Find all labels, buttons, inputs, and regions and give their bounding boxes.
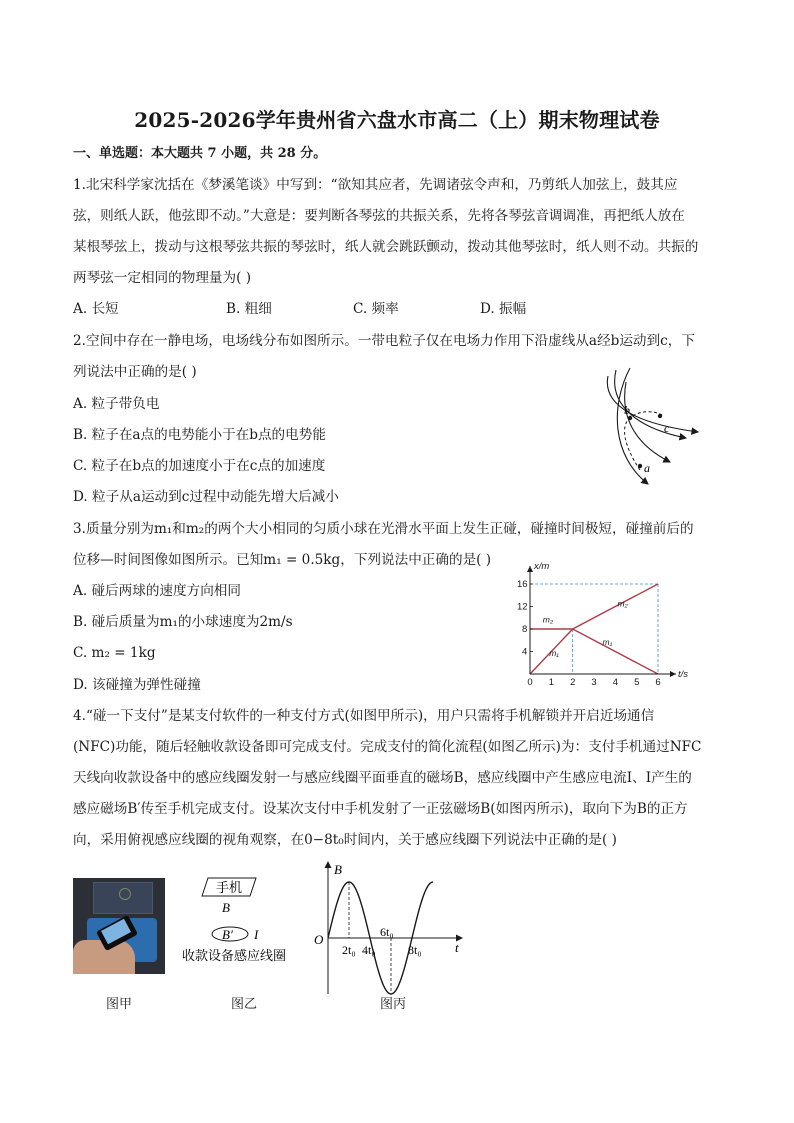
y-tick-4: 4: [522, 646, 528, 658]
label-a: a: [644, 461, 650, 475]
q3-option-a: A. 碰后两球的速度方向相同: [73, 583, 241, 599]
q2-option-b: B. 粒子在a点的电势能小于在b点的电势能: [73, 427, 326, 443]
tick-4t0: 4t₀: [362, 943, 376, 957]
payment-flow-diagram: [178, 874, 308, 966]
nfc-payment-photo: [73, 878, 165, 974]
x-tick-4: 4: [612, 677, 619, 688]
q3-option-c: C. m₂ = 1kg: [73, 645, 156, 661]
phone-label: 手机: [216, 880, 243, 895]
y-tick-12: 12: [517, 601, 528, 613]
label-b: b: [624, 403, 630, 417]
point-a: [638, 464, 642, 468]
current-I-label: I: [254, 927, 259, 942]
q4-line-1: 4.“碰一下支付”是某支付软件的一种支付方式(如图甲所示)，用户只需将手机解锁并开启近场通信: [73, 708, 655, 724]
coil-label: 收款设备感应线圈: [182, 948, 287, 963]
y-tick-8: 8: [522, 624, 528, 635]
terminal-indicator: [119, 888, 131, 900]
q3-option-b: B. 碰后质量为m₁的小球速度为2m/s: [73, 614, 293, 630]
axis-label-t: t: [455, 940, 459, 955]
tick-6t0: 6t₀: [380, 925, 394, 939]
axis-label-B: B: [334, 862, 342, 877]
q2-line-1: 2.空间中存在一静电场，电场线分布如图所示。一带电粒子仅在电场力作用下沿虚线从a经b运动到c，下: [73, 333, 695, 349]
series-label-2: m₁: [602, 636, 613, 647]
y-axis-arrow: [527, 566, 533, 572]
q1-line-4: 两琴弦一定相同的物理量为( ): [73, 270, 252, 286]
q3-line-1: 3.质量分别为m₁和m₂的两个大小相同的匀质小球在光滑水平面上发生正碰，碰撞时间极短，碰撞前后的: [73, 521, 694, 537]
origin-label: O: [314, 932, 324, 947]
q2-line-2: 列说法中正确的是( ): [73, 364, 197, 380]
x-tick-6: 6: [655, 677, 661, 688]
q1-line-1: 1.北宋科学家沈括在《梦溪笔谈》中写到：“欲知其应者，先调诸弦令声和，乃剪纸人加弦上，鼓其应: [73, 177, 678, 193]
x-tick-1: 1: [548, 677, 555, 688]
section-heading: 一、单选题：本大题共 7 小题，共 28 分。: [73, 146, 327, 161]
field-B-label: B: [222, 900, 230, 915]
series-label-3: m₂: [617, 598, 628, 609]
point-c: [658, 414, 662, 418]
x-tick-0: 0: [527, 677, 533, 688]
q2-option-d: D. 粒子从a运动到c过程中动能先增大后减小: [73, 489, 339, 505]
q1-option-b: B. 粗细: [226, 301, 272, 317]
q4-line-2: (NFC)功能，随后轻触收款设备即可完成支付。完成支付的简化流程(如图乙所示)为：支付手机通过NFC: [73, 739, 702, 755]
q1-line-3: 某根琴弦上，拨动与这根琴弦共振的琴弦时，纸人就会跳跃颤动，拨动其他琴弦时，纸人则不动。共振的: [73, 239, 699, 255]
electric-field-figure: [598, 366, 708, 488]
x-tick-2: 2: [570, 677, 576, 688]
y-axis-label: x/m: [534, 561, 550, 572]
q4-line-3: 天线向收款设备中的感应线圈发射一与感应线圈平面垂直的磁场B，感应线圈中产生感应电流I、I产生的: [73, 770, 692, 786]
q1-option-a: A. 长短: [73, 301, 119, 317]
x-axis-label: t/s: [678, 669, 689, 680]
q1-option-d: D. 振幅: [480, 301, 527, 317]
position-time-chart: [512, 556, 702, 690]
series-label-1: m₂: [542, 614, 554, 625]
q1-line-2: 弦，则纸人跃，他弦即不动。”大意是：要判断各琴弦的共振关系，先将各琴弦音调调准，再把纸人放在: [73, 208, 685, 224]
caption-yi: 图乙: [231, 997, 258, 1012]
x-tick-3: 3: [591, 677, 597, 688]
page-title: 2025-2026学年贵州省六盘水市高二（上）期末物理试卷: [134, 108, 660, 132]
field-Bprime-label: B′: [222, 927, 233, 942]
q4-line-5: 向，采用俯视感应线圈的视角观察，在0−8t₀时间内，关于感应线圈下列说法中正确的是( ): [73, 832, 617, 848]
q3-option-d: D. 该碰撞为弹性碰撞: [73, 677, 201, 693]
magnetic-field-graph: [312, 858, 472, 998]
label-c: c: [664, 421, 670, 435]
caption-bing: 图丙: [380, 997, 407, 1012]
x-tick-5: 5: [634, 677, 640, 688]
series-label-0: m₁: [549, 648, 559, 658]
q4-line-4: 感应磁场B′传至手机完成支付。设某次支付中手机发射了一正弦磁场B(如图丙所示)，取向下为B的正方: [73, 801, 688, 817]
q1-option-c: C. 频率: [353, 301, 399, 317]
q3-line-2: 位移—时间图像如图所示。已知m₁ = 0.5kg，下列说法中正确的是( ): [73, 552, 492, 568]
q2-option-a: A. 粒子带负电: [73, 396, 160, 412]
tick-2t0: 2t₀: [342, 943, 356, 957]
x-axis-arrow: [670, 671, 676, 677]
q2-option-c: C. 粒子在b点的加速度小于在c点的加速度: [73, 458, 326, 474]
y-tick-16: 16: [517, 579, 528, 590]
tick-8t0: 8t₀: [408, 943, 422, 957]
series-line-3: [573, 584, 658, 629]
caption-jia: 图甲: [106, 997, 133, 1012]
series-line-2: [573, 629, 658, 674]
